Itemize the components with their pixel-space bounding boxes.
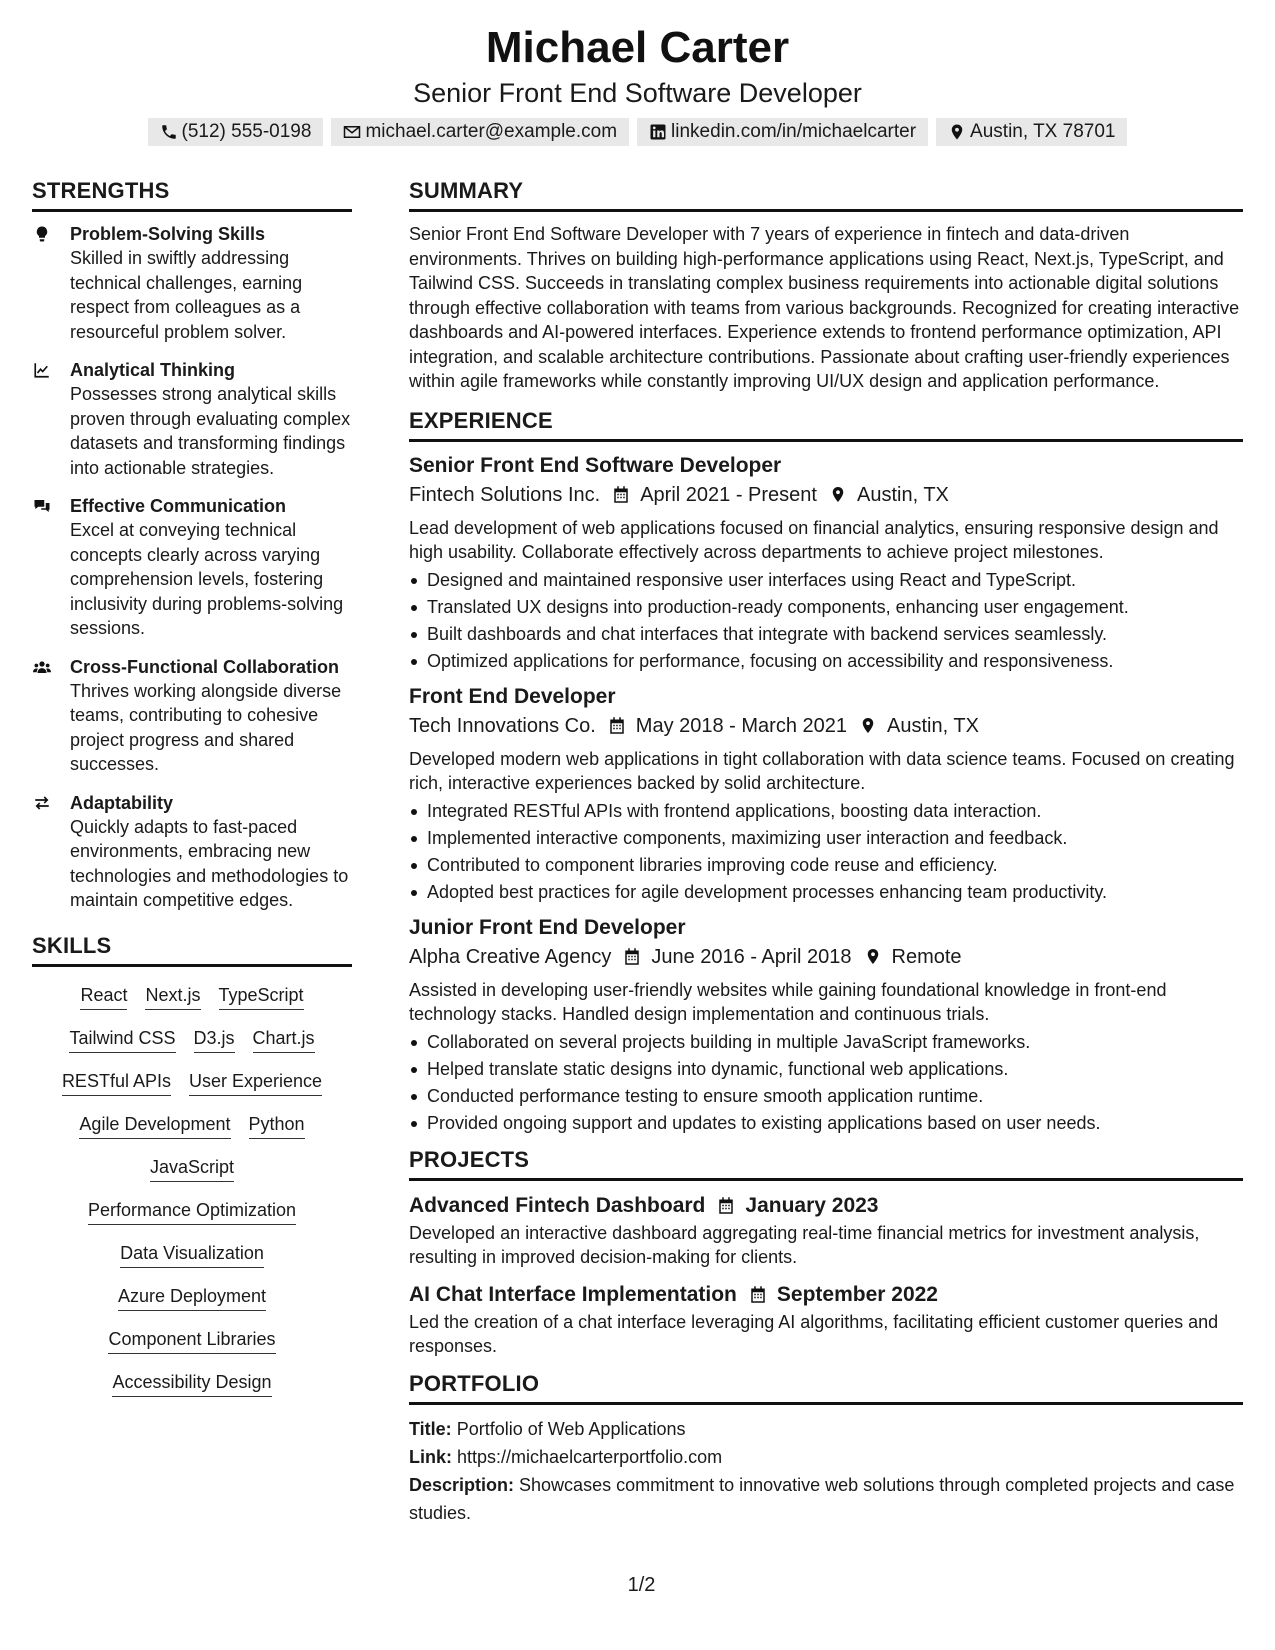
envelope-icon [343,123,361,141]
page-number: 1/2 [627,1574,656,1596]
strength-title: Problem-Solving Skills [70,224,266,244]
location-pin-icon [859,716,877,735]
job-bullets [409,567,1243,675]
strength-title: Effective Communication [70,496,287,516]
skill-tag: User Experience [189,1069,322,1096]
portfolio-link[interactable]: https://michaelcarterportfolio.com [457,1446,723,1467]
list-item: Translated UX designs into production-ready components, enhancing user engagement. [409,594,1243,621]
portfolio-title-label: Title: [409,1418,452,1439]
strength-item [32,791,352,913]
portfolio-title-line [409,1415,1243,1443]
job-title: Junior Front End Developer [409,915,686,939]
skill-tag: TypeScript [219,983,304,1010]
calendar-icon [717,1196,735,1215]
skill-tag: D3.js [194,1026,235,1053]
project-entry [409,1191,1243,1270]
strength-item [32,655,352,777]
chat-bubbles-icon [32,497,52,515]
portfolio-desc-label: Description: [409,1474,515,1495]
calendar-icon [623,947,641,966]
project-date: September 2022 [776,1282,938,1306]
project-header [409,1280,1243,1310]
list-item: Implemented interactive components, maximizing user interaction and feedback. [409,825,1243,852]
strength-item [32,494,352,641]
location-pin-icon [948,123,966,141]
candidate-title: Senior Front End Software Developer [413,78,862,108]
skill-tag: Component Libraries [108,1327,275,1354]
project-date: January 2023 [745,1193,879,1217]
contact-phone [148,118,324,146]
resume-header [0,22,1275,146]
skill-tag: Performance Optimization [88,1198,296,1225]
summary-text: Senior Front End Software Developer with 7 years of experience in fintech and data-driven environments. Thrives on building high-performance applications using React, Next.js, TypeScript, and Tailwind CSS. Succeeds in translating complex business requirements into actionable digital solutions through effective collaboration with teams from various backgrounds. Recognized for creating interactive dashboards and AI-powered interfaces. Experience extends to frontend performance optimization, API integration, and scalable architecture contributions. Passionate about crafting user-friendly experiences within agile frameworks while constantly improving UI/UX design and application performance. [409,224,1240,391]
skill-tag: RESTful APIs [62,1069,171,1096]
users-icon [32,658,52,676]
project-title: Advanced Fintech Dashboard [409,1193,706,1217]
contact-location [936,118,1127,146]
location-pin-icon [864,947,882,966]
job-dates: May 2018 - March 2021 [635,714,848,737]
list-item: Helped translate static designs into dynamic, functional web applications. [409,1056,1243,1083]
job-meta [409,711,1243,741]
contact-location-text: Austin, TX 78701 [970,121,1116,142]
contact-email-text[interactable]: michael.carter@example.com [365,121,618,142]
job-title: Senior Front End Software Developer [409,453,782,477]
skills-heading: SKILLS [32,931,352,967]
calendar-icon [749,1285,767,1304]
strength-title: Analytical Thinking [70,360,236,380]
job-dates: April 2021 - Present [640,483,817,506]
job-location: Austin, TX [856,483,949,506]
skill-tag: Next.js [145,983,200,1010]
skill-tag: Tailwind CSS [69,1026,175,1053]
summary-heading: SUMMARY [409,176,1243,212]
job-bullets [409,1029,1243,1137]
job-location: Austin, TX [887,714,979,737]
job-title: Front End Developer [409,684,616,708]
skill-tag: Azure Deployment [118,1284,266,1311]
strength-item [32,358,352,480]
list-item: Optimized applications for performance, focusing on accessibility and responsiveness. [409,648,1243,675]
lightbulb-icon [32,225,52,243]
list-item: Built dashboards and chat interfaces that integrate with backend services seamlessly. [409,621,1243,648]
portfolio-desc-line [409,1471,1243,1527]
skill-tag: Python [249,1112,305,1139]
job-meta [409,480,1243,510]
right-column [409,176,1243,1527]
contact-email[interactable] [331,118,629,146]
trend-chart-icon [32,361,52,379]
skill-tag: JavaScript [150,1155,234,1182]
linkedin-icon [649,123,667,141]
project-title: AI Chat Interface Implementation [409,1282,737,1306]
skill-tag: React [80,983,127,1010]
experience-heading: EXPERIENCE [409,406,1243,442]
skill-tag: Data Visualization [120,1241,264,1268]
strength-title: Cross-Functional Collaboration [70,656,340,677]
list-item: Conducted performance testing to ensure smooth application runtime. [409,1083,1243,1110]
phone-icon [160,123,178,141]
project-description: Led the creation of a chat interface leveraging AI algorithms, facilitating efficient customer queries and responses. [409,1311,1219,1356]
job-company: Alpha Creative Agency [409,945,612,968]
skill-tag: Accessibility Design [112,1370,271,1397]
strength-title: Adaptability [70,792,174,813]
strength-desc: Excel at conveying technical concepts clearly across varying comprehension levels, fostering inclusivity during problems-solving sessions. [70,520,344,638]
contact-phone-text: (512) 555-0198 [181,121,312,142]
job-location: Remote [891,945,962,968]
list-item: Adopted best practices for agile development processes enhancing team productivity. [409,879,1243,906]
list-item: Integrated RESTful APIs with frontend applications, boosting data interaction. [409,798,1243,825]
contact-linkedin[interactable] [637,118,928,146]
calendar-icon [608,716,626,735]
candidate-name: Michael Carter [485,23,790,72]
projects-heading: PROJECTS [409,1145,1243,1181]
calendar-icon [612,485,630,504]
skill-tag: Agile Development [79,1112,230,1139]
contact-bar [0,118,1275,146]
strength-item [32,222,352,344]
project-description: Developed an interactive dashboard aggregating real-time financial metrics for investment analysis, resulting in improved decision-making for clients. [409,1222,1200,1267]
strength-desc: Thrives working alongside diverse teams, contributing to cohesive project progress and shared successes. [70,680,342,774]
list-item: Designed and maintained responsive user interfaces using React and TypeScript. [409,567,1243,594]
portfolio-link-label: Link: [409,1446,452,1467]
job-description: Developed modern web applications in tight collaboration with data science teams. Focused on creating rich, interactive experiences backed by solid architecture. [409,748,1235,793]
job-dates: June 2016 - April 2018 [651,945,852,968]
job-bullets [409,798,1243,906]
job-company: Tech Innovations Co. [409,714,596,737]
strength-desc: Quickly adapts to fast-paced environments, embracing new technologies and methodologies to maintain competitive edges. [70,816,349,910]
strength-desc: Possesses strong analytical skills proven through evaluating complex datasets and transforming findings into actionable strategies. [70,384,351,478]
skills-list [32,977,352,1397]
job-entry [409,914,1243,1137]
swap-arrows-icon [32,794,52,812]
job-entry [409,452,1243,675]
portfolio-link-line [409,1443,1243,1471]
portfolio-heading: PORTFOLIO [409,1369,1243,1405]
job-description: Assisted in developing user-friendly websites while gaining foundational knowledge in front-end technology stacks. Handled design implementation and continuous trials. [409,979,1167,1024]
portfolio-title-value: Portfolio of Web Applications [456,1418,686,1439]
list-item: Provided ongoing support and updates to existing applications based on user needs. [409,1110,1243,1137]
strengths-heading: STRENGTHS [32,176,352,212]
list-item: Collaborated on several projects building in multiple JavaScript frameworks. [409,1029,1243,1056]
skill-tag: Chart.js [253,1026,315,1053]
job-description: Lead development of web applications focused on financial analytics, ensuring responsive design and high usability. Collaborate effectively across departments to achieve project milestones. [409,517,1219,562]
project-header [409,1191,1243,1221]
job-meta [409,942,1243,972]
left-column [32,176,352,1397]
project-entry [409,1280,1243,1359]
location-pin-icon [829,485,847,504]
contact-linkedin-text[interactable]: linkedin.com/in/michaelcarter [671,121,917,142]
portfolio-desc-value: Showcases commitment to innovative web solutions through completed projects and case studies. [409,1474,1235,1523]
job-entry [409,683,1243,906]
job-company: Fintech Solutions Inc. [409,483,601,506]
strength-desc: Skilled in swiftly addressing technical challenges, earning respect from colleagues as a resourceful problem solver. [70,248,303,342]
list-item: Contributed to component libraries improving code reuse and efficiency. [409,852,1243,879]
